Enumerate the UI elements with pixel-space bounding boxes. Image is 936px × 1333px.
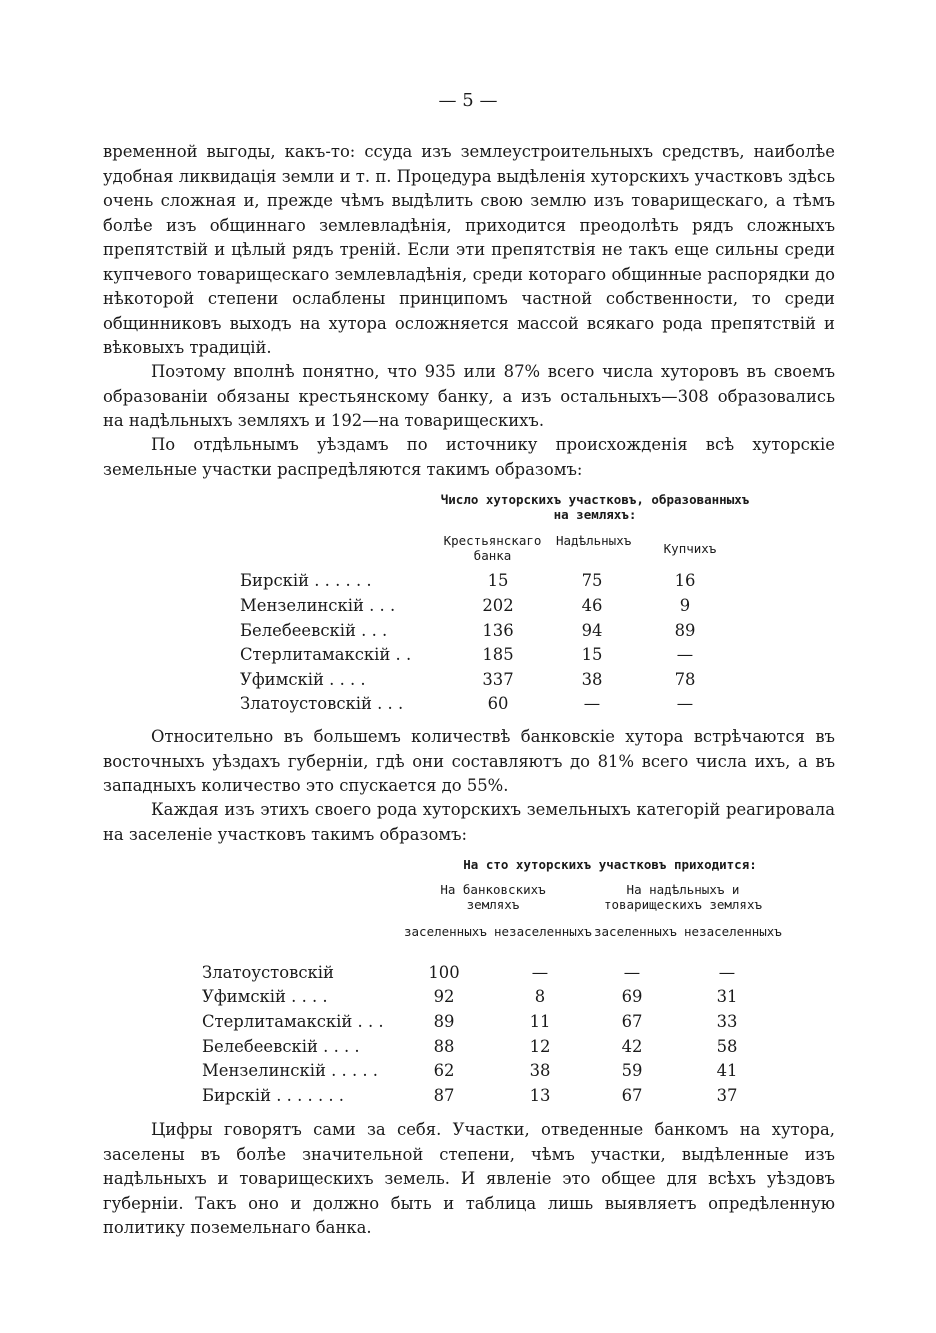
district-name: Златоустовскій . . .: [240, 694, 404, 713]
table1-col-kupch: Купчихъ: [663, 541, 717, 556]
table2-sub-2: незаселенныхъ: [494, 924, 592, 939]
paragraph-3: По отдѣльнымъ уѣздамъ по источнику происхожденія всѣ хуторскіе земельные участки распредѣляются такимъ образомъ:: [103, 435, 835, 479]
table1-col-nadel: Надѣльныхъ: [556, 533, 632, 548]
paragraph-2: Поэтому вполнѣ понятно, что 935 или 87% всего числа хуторовъ въ своемъ образованіи обязаны крестьянскому банку, а изъ остальныхъ—308 образовались на надѣльныхъ земляхъ и 192—на товарищескихъ.: [103, 362, 835, 430]
table2-group-nadel: На надѣльныхъ и товарищескихъ земляхъ: [603, 882, 763, 912]
district-name: Бирскій . . . . . .: [240, 571, 372, 590]
paragraph-6: Цифры говорятъ сами за себя. Участки, отведенные банкомъ на хутора, заселены въ болѣе значительной степени, чѣмъ участки, выдѣленные изъ надѣльныхъ и товарищескихъ земель. И явленіе это общее для всѣхъ уѣздовъ губерніи. Такъ оно и должно быть и таблица лишь выявляетъ опредѣленную политику поземельнаго банка.: [103, 1120, 835, 1237]
district-name: Мензелинскій . . .: [240, 596, 396, 615]
district-name: Белебеевскій . . . .: [202, 1037, 360, 1056]
table1-col-bank: Крестьянскаго банка: [443, 533, 542, 563]
district-name: Стерлитамакскій . . .: [202, 1012, 384, 1031]
paragraph-1: временной выгоды, какъ-то: ссуда изъ землеустроительныхъ средствъ, наиболѣе удобная ликвидація земли и т. п. Процедура выдѣленія хуторскихъ участковъ здѣсь очень сложная и, прежде чѣмъ выдѣлить свою землю изъ товарищескаго, а тѣмъ болѣе изъ общиннаго землевладѣнія, приходится преодолѣть рядъ сложныхъ препятствій и цѣлый рядъ треній. Если эти препятствія не такъ еще сильны среди купчевого товарищескаго землевладѣнія, среди котораго общинные распорядки до нѣкоторой степени ослаблены принципомъ частной собственности, то среди общинниковъ выходъ на хутора осложняется массой всякаго рода препятствій и вѣковыхъ традицій.: [103, 142, 835, 357]
table2-sub-1: заселенныхъ: [404, 924, 487, 939]
paragraph-5: Каждая изъ этихъ своего рода хуторскихъ земельныхъ категорій реагировала на заселеніе участковъ такимъ образомъ:: [103, 800, 835, 844]
paragraph-4: Относительно въ большемъ количествѣ банковскіе хутора встрѣчаются въ восточныхъ уѣздахъ губерніи, гдѣ они составляютъ до 81% всего числа ихъ, а въ западныхъ количество это спускается до 55%.: [103, 727, 835, 795]
table2-sub-3: заселенныхъ: [594, 924, 677, 939]
district-name: Бирскій . . . . . . .: [202, 1086, 344, 1105]
table1-caption: Число хуторскихъ участковъ, образованныхъ на земляхъ:: [440, 492, 750, 522]
district-name: Стерлитамакскій . .: [240, 645, 412, 664]
table2-group-bank: На банковскихъ земляхъ: [440, 882, 546, 912]
page-number: — 5 —: [438, 90, 498, 111]
table2-sub-4: незаселенныхъ: [684, 924, 782, 939]
district-name: Златоустовскій: [202, 963, 334, 982]
table2-caption: На сто хуторскихъ участковъ приходится:: [463, 857, 757, 872]
district-name: Уфимскій . . . .: [240, 670, 366, 689]
district-name: Белебеевскій . . .: [240, 621, 388, 640]
district-name: Мензелинскій . . . . .: [202, 1061, 378, 1080]
district-name: Уфимскій . . . .: [202, 987, 328, 1006]
